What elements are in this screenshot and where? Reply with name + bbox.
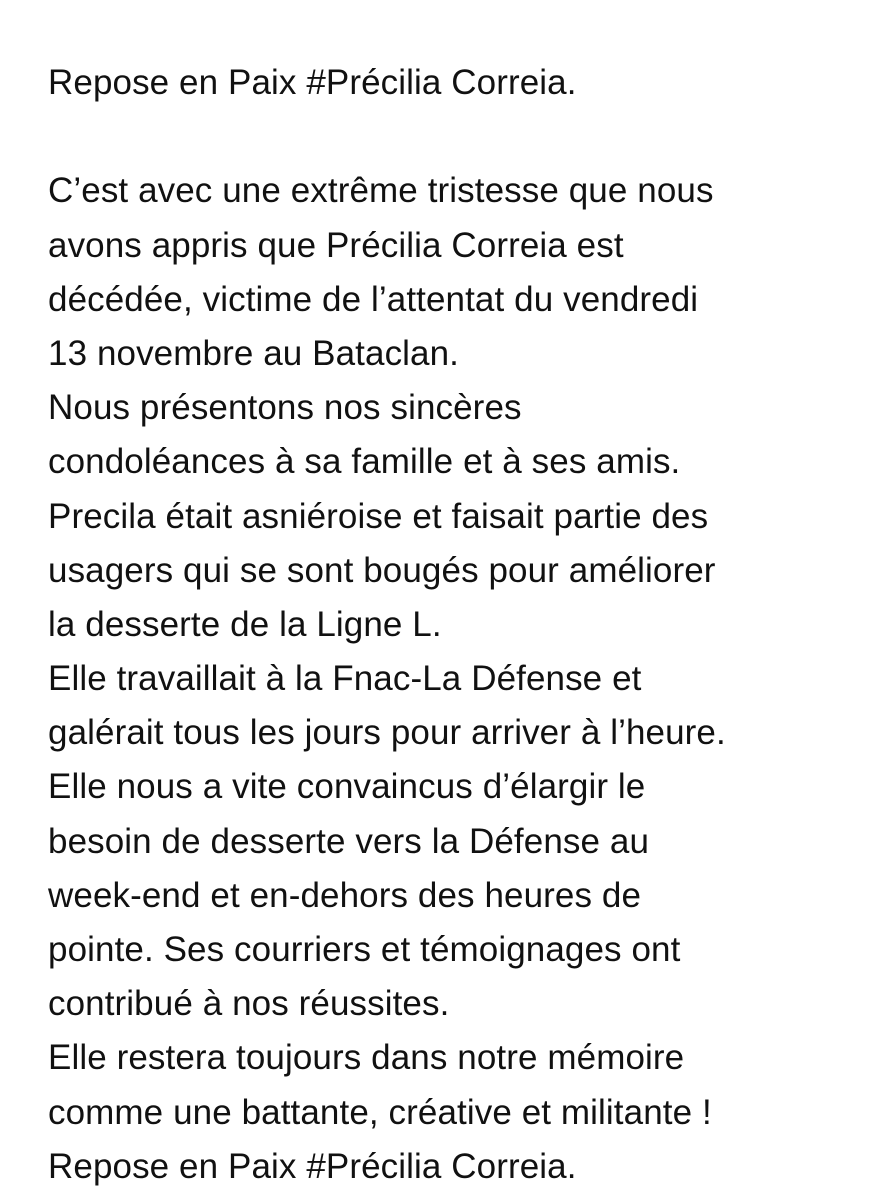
note-line: Elle travaillait à la Fnac-La Défense et bbox=[48, 659, 642, 699]
note-line: Repose en Paix #Précilia Correia. bbox=[48, 1146, 577, 1186]
note-line: décédée, victime de l’attentat du vendredi bbox=[48, 279, 699, 319]
note-text bbox=[48, 56, 868, 1194]
note-line: condoléances à sa famille et à ses amis. bbox=[48, 442, 681, 482]
note-line: Elle restera toujours dans notre mémoire bbox=[48, 1038, 685, 1078]
note-line: pointe. Ses courriers et témoignages ont bbox=[48, 930, 681, 969]
note-line: comme une battante, créative et militante ! bbox=[48, 1092, 712, 1132]
note-line: C’est avec une extrême tristesse que nous bbox=[48, 171, 714, 211]
note-line: week-end et en-dehors des heures de bbox=[48, 875, 642, 915]
note-line: contribué à nos réussites. bbox=[48, 984, 450, 1024]
note-line: usagers qui se sont bougés pour améliorer bbox=[48, 550, 716, 590]
note-line: Elle nous a vite convaincus d’élargir le bbox=[48, 767, 646, 807]
note-line: la desserte de la Ligne L. bbox=[48, 604, 442, 644]
note-title-line: Repose en Paix #Précilia Correia. bbox=[48, 63, 577, 102]
note-line: Nous présentons nos sincères bbox=[48, 388, 522, 428]
note-line: besoin de desserte vers la Défense au bbox=[48, 821, 650, 861]
note-line: Precila était asniéroise et faisait partie des bbox=[48, 496, 709, 536]
note-line: 13 novembre au Bataclan. bbox=[48, 333, 460, 373]
note-line: avons appris que Précilia Correia est bbox=[48, 225, 624, 265]
note-line: galérait tous les jours pour arriver à l’heure. bbox=[48, 713, 726, 753]
blank-line bbox=[48, 110, 868, 164]
